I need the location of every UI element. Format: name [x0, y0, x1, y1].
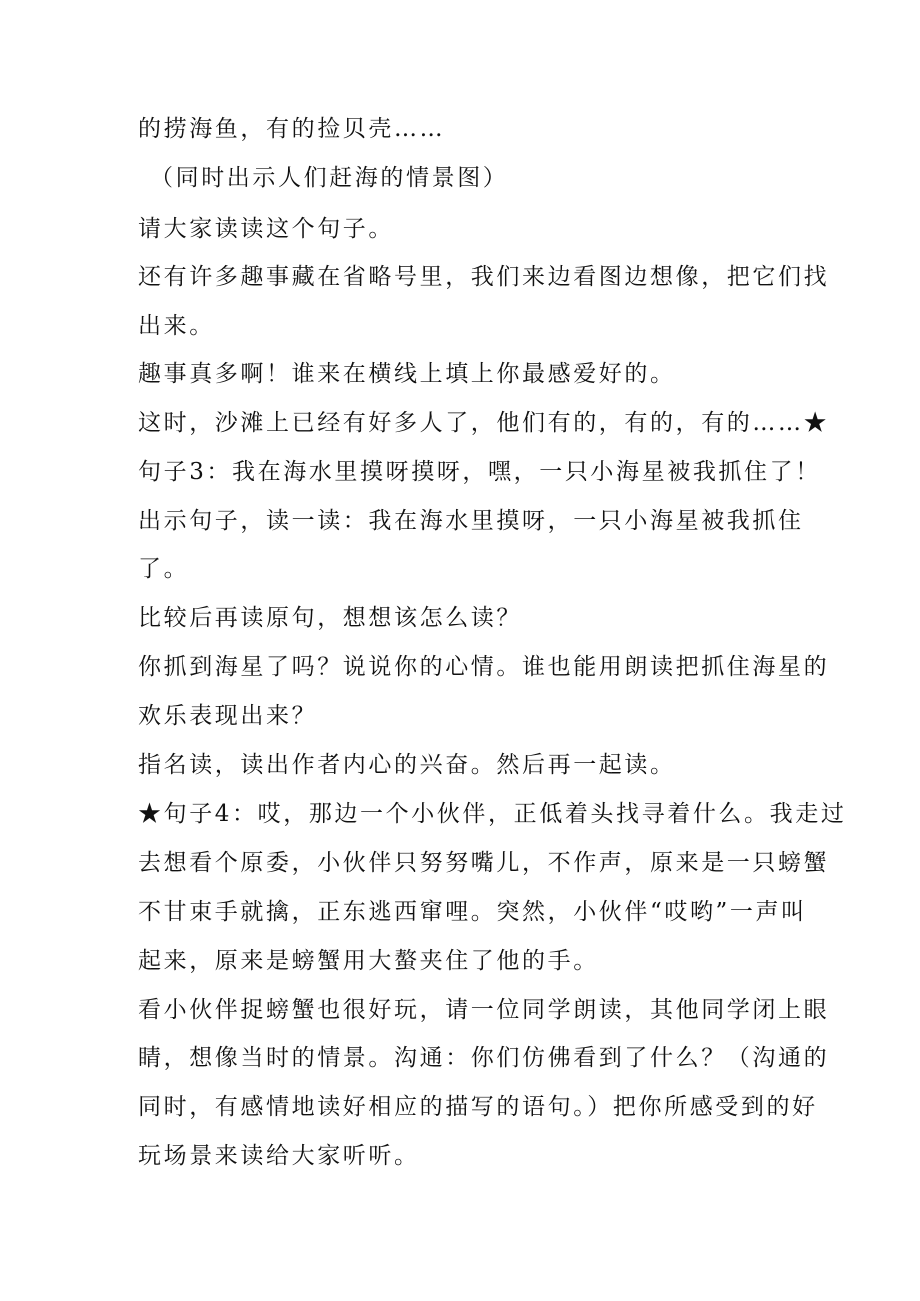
text-line: 了。	[138, 556, 190, 582]
text-line: 这时，沙滩上已经有好多人了，他们有的，有的，有的……★	[138, 410, 830, 436]
text-line: 的捞海鱼，有的捡贝壳……	[138, 116, 446, 142]
text-line: 欢乐表现出来？	[138, 703, 318, 729]
text-line: 不甘束手就擒，正东逃西窜哩。突然，小伙伴“哎哟”一声叫	[138, 899, 807, 925]
text-line: 指名读，读出作者内心的兴奋。然后再一起读。	[138, 752, 676, 778]
text-line: 出来。	[138, 313, 215, 339]
text-line: 你抓到海星了吗？说说你的心情。谁也能用朗读把抓住海星的	[138, 654, 830, 680]
text-line: 请大家读读这个句子。	[138, 216, 394, 242]
text-line: 出示句子，读一读：我在海水里摸呀，一只小海星被我抓住	[138, 508, 804, 534]
text-line: 句子3：我在海水里摸呀摸呀，嘿，一只小海星被我抓住了！	[138, 459, 821, 485]
text-line: 起来，原来是螃蟹用大螯夹住了他的手。	[138, 948, 599, 974]
text-line: 还有许多趣事藏在省略号里，我们来边看图边想像，把它们找	[138, 264, 830, 290]
text-line: 同时，有感情地读好相应的描写的语句。）把你所感受到的好	[138, 1094, 818, 1120]
text-line: 去想看个原委，小伙伴只努努嘴儿，不作声，原来是一只螃蟹	[138, 850, 830, 876]
text-line: 趣事真多啊！谁来在横线上填上你最感爱好的。	[138, 361, 676, 387]
text-line: 比较后再读原句，想想该怎么读？	[138, 605, 522, 631]
text-line: 睛，想像当时的情景。沟通：你们仿佛看到了什么？（沟通的	[138, 1045, 830, 1071]
text-line: 玩场景来读给大家听听。	[138, 1143, 420, 1169]
text-line: 看小伙伴捉螃蟹也很好玩，请一位同学朗读，其他同学闭上眼	[138, 997, 830, 1023]
text-line: ★句子4：哎，那边一个小伙伴，正低着头找寻着什么。我走过	[138, 801, 847, 827]
text-line: （同时出示人们赶海的情景图）	[150, 165, 509, 191]
